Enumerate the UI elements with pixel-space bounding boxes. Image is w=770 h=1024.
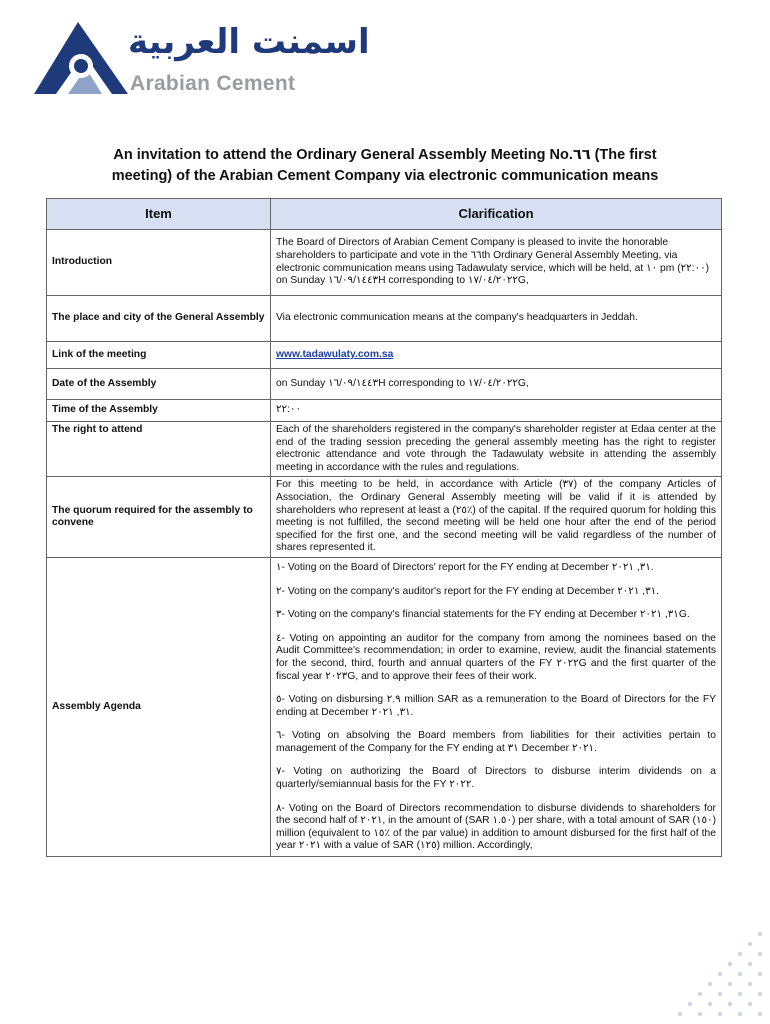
row-text: For this meeting to be held, in accordance with Article (٣٧) of the company Articles of Association, the Ordinary General Assembly meeting will be valid if it is attended by shareholders who represent at least a (٢٥٪) of the capital. If the required quorum for holding this meeting is not fulfilled, the second meeting will be held one hour after the end of the period specified for the first one, and the second meeting will be valid regardless of the number of shares represented it. (271, 477, 722, 558)
table-row-agenda (47, 557, 722, 856)
row-text: Via electronic communication means at the company's headquarters in Jeddah. (271, 296, 722, 342)
row-item: Assembly Agenda (47, 557, 271, 856)
meeting-details-table (46, 198, 722, 857)
row-text (271, 342, 722, 369)
agenda-point: ٧- Voting on authorizing the Board of Directors to disburse interim dividends on a quarterly/semiannual basis for the FY ٢٠٢٢. (276, 766, 716, 791)
table-row (47, 422, 722, 477)
agenda-point: ٢- Voting on the company's auditor's report for the FY ending at December ٣١, ٢٠٢١. (276, 585, 660, 597)
row-item: The quorum required for the assembly to convene (47, 477, 271, 558)
title-line-2: meeting) of the Arabian Cement Company via electronic communication means (111, 168, 659, 184)
table-row (47, 400, 722, 422)
agenda-list (271, 557, 722, 856)
row-text: Each of the shareholders registered in the company's shareholder register at Edaa center at the end of the trading session preceding the general assembly meeting has the right to register electronic attendance and vote through the Tadawulaty website in attending the assembly meeting in accordance with the rules and regulations. (271, 422, 722, 477)
header-clarification: Clarification (271, 199, 722, 230)
table-row (47, 296, 722, 342)
logo-arabic-text: اسمنت العربية (128, 22, 370, 62)
title-line-1: An invitation to attend the Ordinary General Assembly Meeting No.٦٦ (The first (113, 147, 657, 163)
header-item: Item (47, 199, 271, 230)
decorative-dots-icon (620, 914, 770, 1024)
logo-english-text: Arabian Cement (130, 72, 296, 95)
table-row (47, 230, 722, 296)
row-text: on Sunday ١٦/٠٩/١٤٤٣H corresponding to ١٧/٠٤/٢٠٢٢G, (271, 369, 722, 400)
agenda-point: ٤- Voting on appointing an auditor for the company from among the nominees based on the Audit Committee's recommendation; in order to examine, review, audit the financial statements for the second, third, fourth and annual quarters of the FY ٢٠٢٢G and the first quarter of the fiscal year ٢٠٢٣G, and to approve their fees of their work. (276, 632, 716, 682)
agenda-point: ٨- Voting on the Board of Directors recommendation to disburse dividends to shareholders for the second half of ٢٠٢١, in the amount of (SAR ١.٥٠) per share, with a total amount of SAR (١٥٠) million (equivalent to ١٥٪ of the par value) in addition to amount disbursed for the first half of the year ٢٠٢١ with a value of SAR (١٢٥) million. Accordingly, (276, 802, 717, 852)
table-row (47, 477, 722, 558)
meeting-link[interactable]: www.tadawulaty.com.sa (276, 348, 394, 360)
document-title (40, 145, 730, 187)
row-item: The right to attend (47, 422, 271, 477)
agenda-point: ٥- Voting on disbursing ٢.٩ million SAR as a remuneration to the Board of Directors for the FY ending at December ٣١, ٢٠٢١. (276, 694, 717, 718)
row-item: Date of the Assembly (47, 369, 271, 400)
row-item: Introduction (47, 230, 271, 296)
table-row (47, 369, 722, 400)
row-item: Time of the Assembly (47, 400, 271, 422)
agenda-point: ٦- Voting on absolving the Board members from liabilities for their activities pertain to management of the Company for the FY ending at ٣١ December ٢٠٢١. (276, 730, 716, 754)
row-item: Link of the meeting (47, 342, 271, 369)
table-row (47, 342, 722, 369)
table-header-row (47, 199, 722, 230)
row-item: The place and city of the General Assembly (47, 296, 271, 342)
row-text: The Board of Directors of Arabian Cement Company is pleased to invite the honorable shareholders to participate and vote in the ٦٦th Ordinary General Assembly Meeting, via electronic communication means using Tadawulaty service, which will be held, at ١٠ pm (٢٢:٠٠) on Sunday ١٦/٠٩/١٤٤٣H corresponding to ١٧/٠٤/٢٠٢٢G, (271, 230, 722, 296)
row-text: ٢٢:٠٠ (271, 400, 722, 422)
agenda-point: ٣- Voting on the company's financial statements for the FY ending at December ٣١, ٢٠٢١G. (276, 609, 690, 621)
agenda-point: ١- Voting on the Board of Directors' report for the FY ending at December ٣١, ٢٠٢١. (276, 561, 654, 573)
